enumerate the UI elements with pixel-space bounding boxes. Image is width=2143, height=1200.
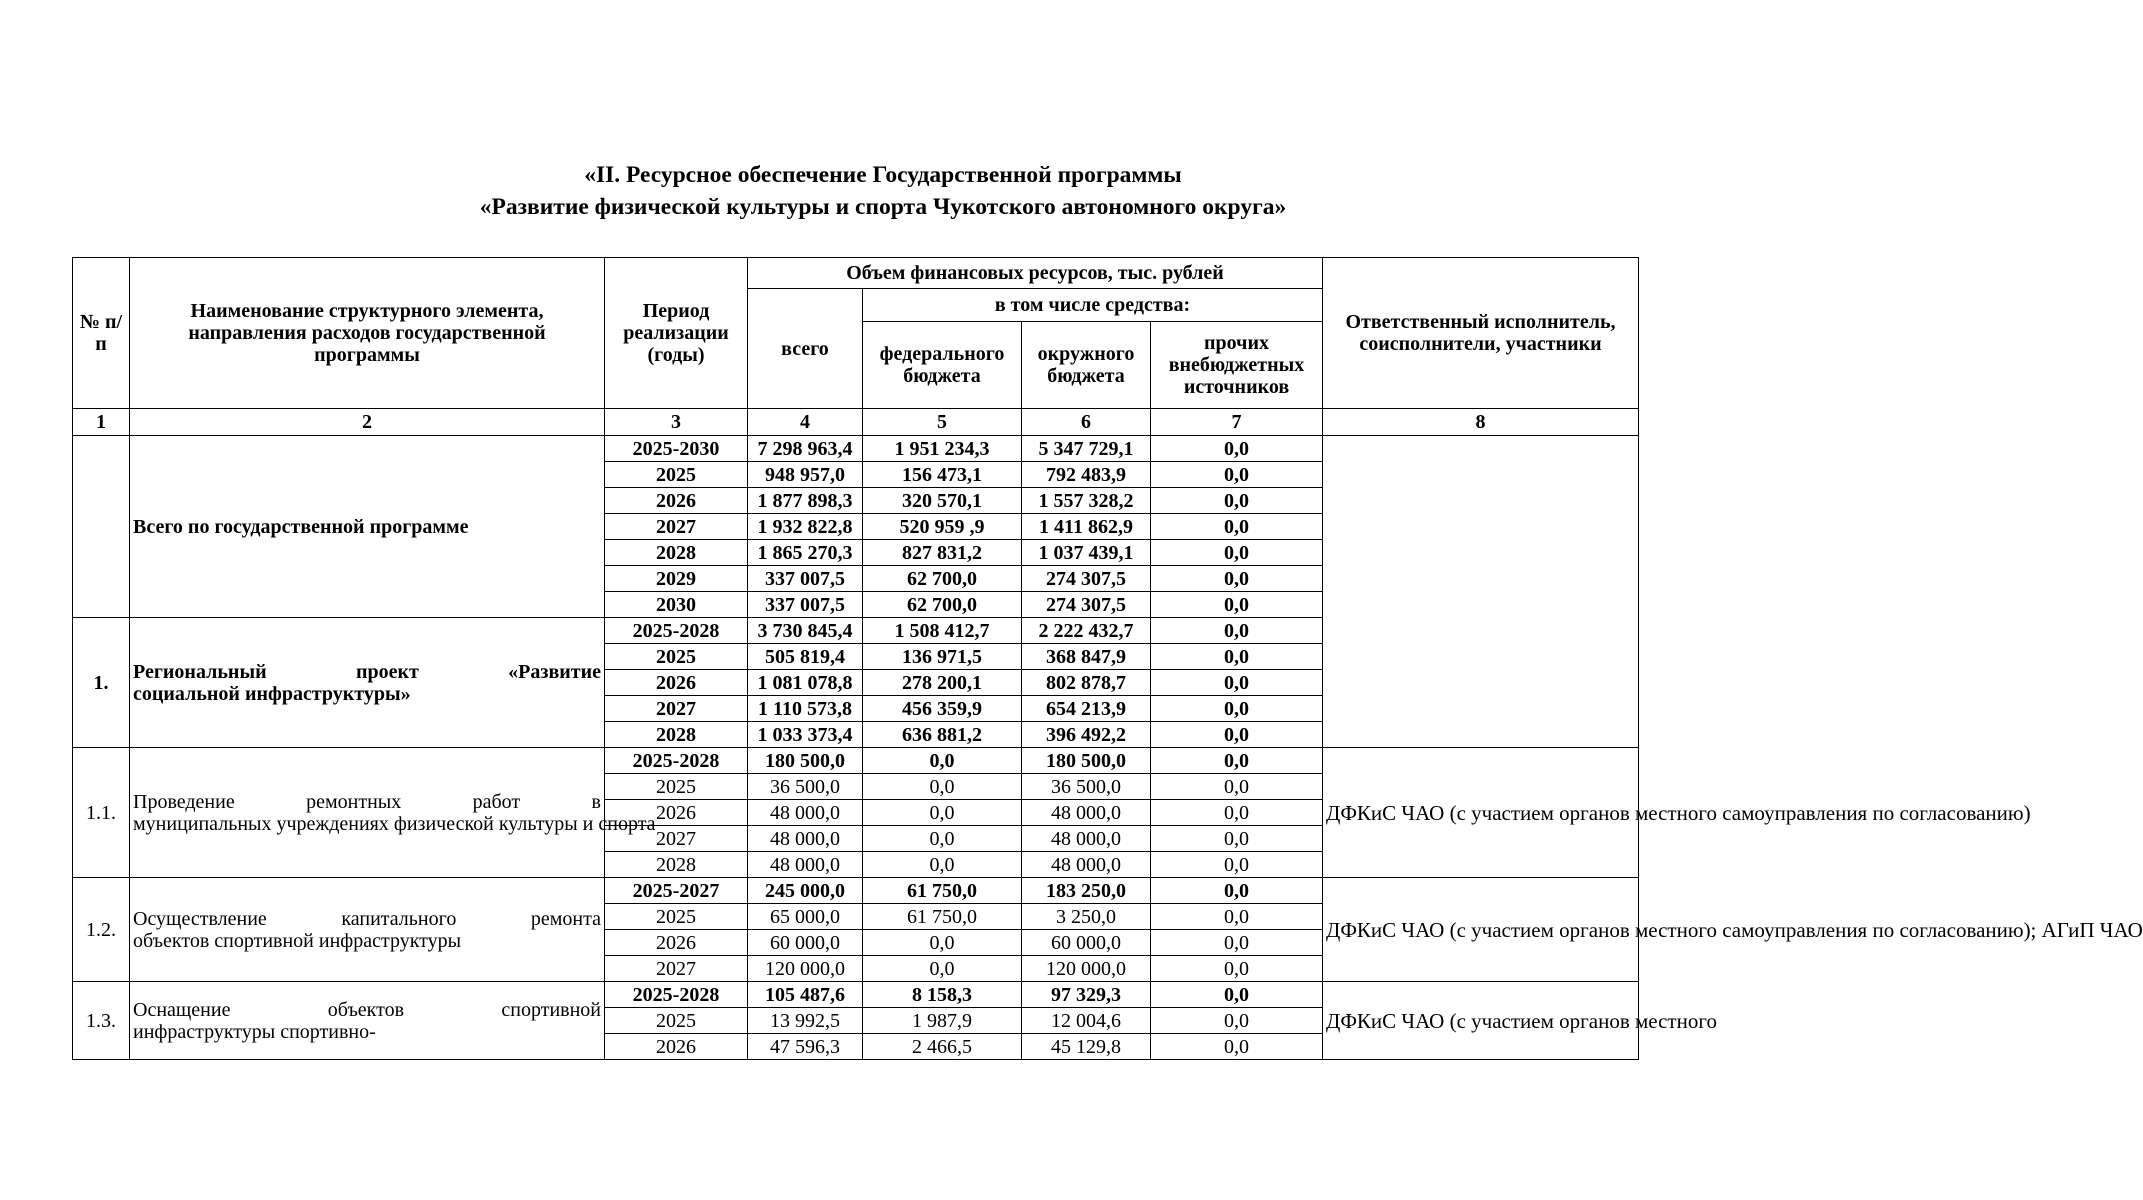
row-district: 1 411 862,9 xyxy=(1022,514,1151,540)
row-district: 12 004,6 xyxy=(1022,1008,1151,1034)
row-number: 1.3. xyxy=(73,982,130,1060)
row-total: 3 730 845,4 xyxy=(748,618,863,644)
row-total: 48 000,0 xyxy=(748,800,863,826)
row-name-text: Всего по государственной программе xyxy=(133,515,469,538)
row-other: 0,0 xyxy=(1151,722,1323,748)
row-other: 0,0 xyxy=(1151,1034,1323,1060)
row-period: 2025 xyxy=(605,462,748,488)
row-federal: 636 881,2 xyxy=(863,722,1022,748)
row-period: 2026 xyxy=(605,1034,748,1060)
row-total: 36 500,0 xyxy=(748,774,863,800)
header-including: в том числе средства: xyxy=(863,289,1323,322)
row-name-text: объектов спортивной инфраструктуры xyxy=(133,929,462,952)
row-total: 7 298 963,4 xyxy=(748,436,863,462)
row-district: 5 347 729,1 xyxy=(1022,436,1151,462)
row-period: 2025 xyxy=(605,904,748,930)
row-federal: 2 466,5 xyxy=(863,1034,1022,1060)
row-name xyxy=(130,748,656,878)
header-other: прочих внебюджетных источников xyxy=(1151,322,1323,409)
row-district: 45 129,8 xyxy=(1022,1034,1151,1060)
row-district: 120 000,0 xyxy=(1022,956,1151,982)
column-number: 7 xyxy=(1151,409,1323,436)
row-federal: 0,0 xyxy=(863,774,1022,800)
row-district: 97 329,3 xyxy=(1022,982,1151,1008)
row-federal: 61 750,0 xyxy=(863,878,1022,904)
row-other: 0,0 xyxy=(1151,566,1323,592)
row-total: 60 000,0 xyxy=(748,930,863,956)
row-district: 3 250,0 xyxy=(1022,904,1151,930)
header-responsible: Ответственный исполнитель, соисполнители, участники xyxy=(1323,258,1639,409)
row-federal: 1 987,9 xyxy=(863,1008,1022,1034)
row-period: 2025 xyxy=(605,1008,748,1034)
row-name-text: социальной инфраструктуры» xyxy=(133,682,411,705)
row-federal: 0,0 xyxy=(863,800,1022,826)
row-district: 180 500,0 xyxy=(1022,748,1151,774)
row-district: 792 483,9 xyxy=(1022,462,1151,488)
row-responsible: ДФКиС ЧАО (с участием органов местного самоуправления по согласованию) xyxy=(1323,748,1639,878)
row-district: 1 037 439,1 xyxy=(1022,540,1151,566)
row-other: 0,0 xyxy=(1151,878,1323,904)
column-number: 5 xyxy=(863,409,1022,436)
row-other: 0,0 xyxy=(1151,592,1323,618)
row-name xyxy=(130,618,605,748)
row-name-lead: Оснащение объектов спортивной xyxy=(133,998,601,1021)
column-number: 6 xyxy=(1022,409,1151,436)
row-district: 654 213,9 xyxy=(1022,696,1151,722)
row-total: 13 992,5 xyxy=(748,1008,863,1034)
row-other: 0,0 xyxy=(1151,618,1323,644)
title-line-2: «Развитие физической культуры и спорта Чукотского автономного округа» xyxy=(479,194,1287,220)
row-total: 105 487,6 xyxy=(748,982,863,1008)
row-other: 0,0 xyxy=(1151,462,1323,488)
header-federal: федерального бюджета xyxy=(863,322,1022,409)
row-federal: 456 359,9 xyxy=(863,696,1022,722)
row-period: 2027 xyxy=(605,956,748,982)
row-period: 2025 xyxy=(605,774,748,800)
column-number: 2 xyxy=(130,409,605,436)
row-district: 396 492,2 xyxy=(1022,722,1151,748)
row-federal: 520 959 ,9 xyxy=(863,514,1022,540)
row-other: 0,0 xyxy=(1151,956,1323,982)
row-name-text: муниципальных учреждениях физической культуры и спорта xyxy=(133,812,656,835)
header-total: всего xyxy=(748,289,863,409)
row-federal: 0,0 xyxy=(863,826,1022,852)
row-period: 2028 xyxy=(605,540,748,566)
row-federal: 61 750,0 xyxy=(863,904,1022,930)
row-name xyxy=(130,982,605,1060)
row-federal: 278 200,1 xyxy=(863,670,1022,696)
row-other: 0,0 xyxy=(1151,696,1323,722)
row-total: 1 865 270,3 xyxy=(748,540,863,566)
row-period: 2025-2028 xyxy=(605,618,748,644)
row-name xyxy=(130,436,605,618)
row-responsible xyxy=(1323,436,1639,748)
header-volume: Объем финансовых ресурсов, тыс. рублей xyxy=(748,258,1323,289)
row-total: 1 110 573,8 xyxy=(748,696,863,722)
row-total: 180 500,0 xyxy=(748,748,863,774)
row-other: 0,0 xyxy=(1151,436,1323,462)
row-other: 0,0 xyxy=(1151,826,1323,852)
row-period: 2029 xyxy=(605,566,748,592)
row-district: 183 250,0 xyxy=(1022,878,1151,904)
header-num: № п/п xyxy=(73,258,130,409)
row-name-lead: Проведение ремонтных работ в xyxy=(133,790,601,813)
table-body xyxy=(73,436,2143,1060)
row-other: 0,0 xyxy=(1151,800,1323,826)
column-number: 8 xyxy=(1323,409,1639,436)
row-federal: 320 570,1 xyxy=(863,488,1022,514)
row-name-text: инфраструктуры спортивно- xyxy=(133,1020,376,1043)
row-responsible: ДФКиС ЧАО (с участием органов местного xyxy=(1323,982,1639,1060)
row-federal: 136 971,5 xyxy=(863,644,1022,670)
row-other: 0,0 xyxy=(1151,774,1323,800)
row-other: 0,0 xyxy=(1151,748,1323,774)
row-other: 0,0 xyxy=(1151,852,1323,878)
row-other: 0,0 xyxy=(1151,488,1323,514)
row-total: 1 081 078,8 xyxy=(748,670,863,696)
row-other: 0,0 xyxy=(1151,982,1323,1008)
row-total: 948 957,0 xyxy=(748,462,863,488)
row-district: 274 307,5 xyxy=(1022,592,1151,618)
row-total: 337 007,5 xyxy=(748,592,863,618)
document-title xyxy=(0,159,1766,223)
row-period: 2025-2028 xyxy=(605,748,748,774)
row-federal: 8 158,3 xyxy=(863,982,1022,1008)
row-federal: 62 700,0 xyxy=(863,566,1022,592)
table-row xyxy=(73,878,1639,904)
row-period: 2026 xyxy=(605,800,748,826)
row-other: 0,0 xyxy=(1151,514,1323,540)
row-period: 2026 xyxy=(605,930,748,956)
row-district: 60 000,0 xyxy=(1022,930,1151,956)
row-total: 1 877 898,3 xyxy=(748,488,863,514)
column-number: 3 xyxy=(605,409,748,436)
row-total: 1 932 822,8 xyxy=(748,514,863,540)
row-period: 2030 xyxy=(605,592,748,618)
row-federal: 62 700,0 xyxy=(863,592,1022,618)
row-total: 120 000,0 xyxy=(748,956,863,982)
row-district: 2 222 432,7 xyxy=(1022,618,1151,644)
table-row xyxy=(73,982,1639,1008)
row-federal: 827 831,2 xyxy=(863,540,1022,566)
row-number: 1.2. xyxy=(73,878,130,982)
row-number: 1.1. xyxy=(73,748,130,878)
row-federal: 0,0 xyxy=(863,748,1022,774)
row-total: 245 000,0 xyxy=(748,878,863,904)
row-district: 36 500,0 xyxy=(1022,774,1151,800)
row-district: 368 847,9 xyxy=(1022,644,1151,670)
row-period: 2025-2028 xyxy=(605,982,748,1008)
row-federal: 0,0 xyxy=(863,956,1022,982)
row-total: 65 000,0 xyxy=(748,904,863,930)
row-district: 802 878,7 xyxy=(1022,670,1151,696)
header-district: окружного бюджета xyxy=(1022,322,1151,409)
table-row xyxy=(73,436,1639,462)
row-total: 48 000,0 xyxy=(748,852,863,878)
resource-table xyxy=(72,257,2143,1060)
row-period: 2027 xyxy=(605,514,748,540)
row-district: 48 000,0 xyxy=(1022,800,1151,826)
header-period: Период реализации (годы) xyxy=(605,258,748,409)
row-total: 48 000,0 xyxy=(748,826,863,852)
row-total: 505 819,4 xyxy=(748,644,863,670)
row-number: 1. xyxy=(73,618,130,748)
row-other: 0,0 xyxy=(1151,644,1323,670)
row-period: 2026 xyxy=(605,670,748,696)
row-district: 1 557 328,2 xyxy=(1022,488,1151,514)
column-number: 1 xyxy=(73,409,130,436)
row-other: 0,0 xyxy=(1151,930,1323,956)
row-period: 2027 xyxy=(605,696,748,722)
row-district: 274 307,5 xyxy=(1022,566,1151,592)
row-district: 48 000,0 xyxy=(1022,826,1151,852)
row-other: 0,0 xyxy=(1151,670,1323,696)
row-period: 2026 xyxy=(605,488,748,514)
row-total: 1 033 373,4 xyxy=(748,722,863,748)
table-row xyxy=(73,748,1639,774)
header-name: Наименование структурного элемента, направления расходов государственной программы xyxy=(130,258,605,409)
row-federal: 156 473,1 xyxy=(863,462,1022,488)
row-period: 2028 xyxy=(605,852,748,878)
row-total: 337 007,5 xyxy=(748,566,863,592)
row-district: 48 000,0 xyxy=(1022,852,1151,878)
row-period: 2027 xyxy=(605,826,748,852)
title-line-1: «II. Ресурсное обеспечение Государственной программы xyxy=(584,162,1182,188)
row-total: 47 596,3 xyxy=(748,1034,863,1060)
column-number-row xyxy=(73,409,1639,436)
row-other: 0,0 xyxy=(1151,1008,1323,1034)
row-responsible: ДФКиС ЧАО (с участием органов местного самоуправления по согласованию); АГиП ЧАО xyxy=(1323,878,1639,982)
row-name xyxy=(130,878,605,982)
column-number: 4 xyxy=(748,409,863,436)
row-other: 0,0 xyxy=(1151,904,1323,930)
row-other: 0,0 xyxy=(1151,540,1323,566)
row-period: 2028 xyxy=(605,722,748,748)
row-name-lead: Осуществление капитального ремонта xyxy=(133,907,601,930)
row-federal: 0,0 xyxy=(863,852,1022,878)
row-name-lead: Региональный проект «Развитие xyxy=(133,660,601,683)
row-number xyxy=(73,436,130,618)
row-period: 2025-2030 xyxy=(605,436,748,462)
row-period: 2025-2027 xyxy=(605,878,748,904)
row-federal: 1 951 234,3 xyxy=(863,436,1022,462)
row-federal: 1 508 412,7 xyxy=(863,618,1022,644)
row-period: 2025 xyxy=(605,644,748,670)
row-federal: 0,0 xyxy=(863,930,1022,956)
